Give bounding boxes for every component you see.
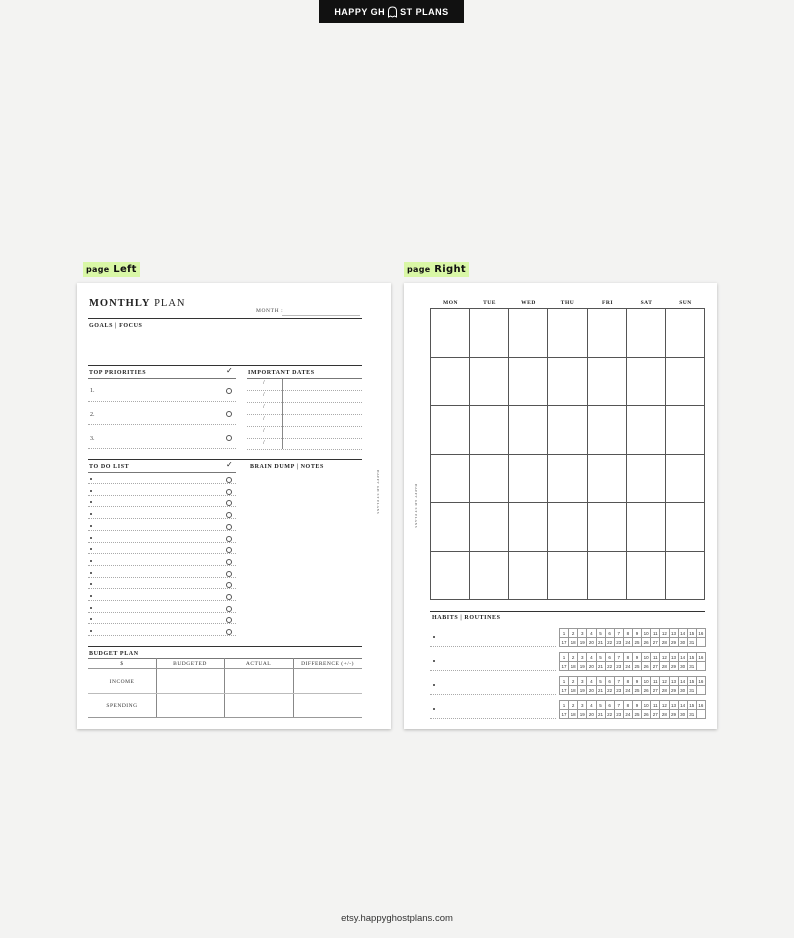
calendar-day-cell[interactable] — [627, 552, 666, 601]
date-slash: / — [263, 404, 265, 410]
tracker-day-cell[interactable]: 16 — [697, 701, 706, 710]
calendar-day-cell[interactable] — [548, 552, 587, 601]
calendar-day-cell[interactable] — [470, 309, 509, 358]
habit-bullet — [433, 636, 435, 638]
calendar-day-cell[interactable] — [627, 406, 666, 455]
tracker-day-cell[interactable]: 5 — [597, 629, 606, 638]
budget-header-actual: ACTUAL — [245, 661, 272, 667]
day-header-thu: THU — [560, 300, 575, 306]
habit-line[interactable] — [430, 694, 556, 695]
tracker-day-cell[interactable]: 29 — [670, 686, 679, 695]
date-slash: / — [263, 428, 265, 434]
checkbox-circle[interactable] — [226, 388, 232, 394]
tracker-day-cell[interactable]: 20 — [587, 686, 596, 695]
tracker-day-cell[interactable] — [697, 710, 706, 719]
page-right-tag — [404, 262, 469, 277]
habit-day-tracker — [559, 652, 706, 671]
tracker-day-cell[interactable]: 28 — [660, 662, 669, 671]
tracker-day-cell[interactable]: 21 — [597, 710, 606, 719]
tracker-day-cell[interactable]: 12 — [660, 677, 669, 686]
tracker-day-cell[interactable]: 21 — [597, 638, 606, 647]
tracker-day-cell[interactable]: 22 — [606, 662, 615, 671]
habit-line[interactable] — [430, 718, 556, 719]
calendar-day-cell[interactable] — [509, 455, 548, 504]
tracker-day-cell[interactable]: 25 — [633, 686, 642, 695]
todo-line[interactable] — [88, 577, 236, 578]
tracker-day-cell[interactable]: 29 — [670, 710, 679, 719]
priorities-label: TOP PRIORITIES — [89, 370, 147, 376]
tracker-day-cell[interactable]: 5 — [597, 677, 606, 686]
tracker-day-cell[interactable]: 15 — [688, 701, 697, 710]
todo-line[interactable] — [88, 553, 236, 554]
brand-text-left: HAPPY GH — [334, 6, 386, 17]
todo-line[interactable] — [88, 542, 236, 543]
tracker-day-cell[interactable]: 31 — [688, 710, 697, 719]
tracker-day-cell[interactable]: 30 — [679, 662, 688, 671]
tracker-day-cell[interactable]: 11 — [651, 653, 660, 662]
tracker-day-cell[interactable]: 27 — [651, 686, 660, 695]
tracker-day-cell[interactable]: 13 — [670, 701, 679, 710]
tracker-day-cell[interactable]: 26 — [642, 638, 651, 647]
tracker-day-cell[interactable]: 9 — [633, 653, 642, 662]
tracker-day-cell[interactable]: 8 — [624, 677, 633, 686]
tracker-day-cell[interactable]: 19 — [578, 710, 587, 719]
tracker-day-cell[interactable]: 19 — [578, 686, 587, 695]
todo-bullet — [90, 490, 92, 492]
check-icon: ✓ — [226, 366, 233, 375]
calendar-day-cell[interactable] — [627, 503, 666, 552]
checkbox-circle[interactable] — [226, 435, 232, 441]
day-header-sat: SAT — [640, 300, 653, 306]
date-slash: / — [263, 392, 265, 398]
tracker-day-cell[interactable]: 18 — [569, 638, 578, 647]
calendar-day-cell[interactable] — [548, 455, 587, 504]
priority-number: 1. — [90, 388, 95, 394]
calendar-day-cell[interactable] — [588, 552, 627, 601]
tracker-day-cell[interactable]: 1 — [560, 701, 569, 710]
tracker-day-cell[interactable]: 27 — [651, 638, 660, 647]
habit-bullet — [433, 684, 435, 686]
tracker-day-cell[interactable]: 20 — [587, 638, 596, 647]
tracker-day-cell[interactable]: 17 — [560, 662, 569, 671]
brand-text-right: ST PLANS — [400, 6, 449, 17]
tracker-day-cell[interactable]: 12 — [660, 629, 669, 638]
tracker-day-cell[interactable]: 9 — [633, 629, 642, 638]
tracker-day-cell[interactable]: 22 — [606, 686, 615, 695]
tracker-day-cell[interactable]: 2 — [569, 701, 578, 710]
tracker-day-cell[interactable]: 11 — [651, 701, 660, 710]
tracker-day-cell[interactable]: 1 — [560, 629, 569, 638]
todo-bullet — [90, 560, 92, 562]
tracker-day-cell[interactable]: 27 — [651, 710, 660, 719]
tracker-day-cell[interactable] — [697, 686, 706, 695]
footer-url: etsy.happyghostplans.com — [341, 913, 453, 924]
day-header-mon: MON — [443, 300, 458, 306]
tracker-day-cell[interactable]: 31 — [688, 638, 697, 647]
calendar-day-cell[interactable] — [509, 552, 548, 601]
tracker-day-cell[interactable]: 7 — [615, 677, 624, 686]
budget-label: BUDGET PLAN — [89, 651, 139, 657]
goals-label: GOALS | FOCUS — [89, 323, 143, 329]
calendar-day-cell[interactable] — [509, 503, 548, 552]
tracker-day-cell[interactable]: 20 — [587, 710, 596, 719]
tracker-day-cell[interactable]: 23 — [615, 710, 624, 719]
calendar-day-cell[interactable] — [470, 455, 509, 504]
tracker-day-cell[interactable]: 7 — [615, 653, 624, 662]
calendar-day-cell[interactable] — [666, 455, 705, 504]
calendar-day-cell[interactable] — [431, 552, 470, 601]
tracker-day-cell[interactable]: 2 — [569, 629, 578, 638]
tracker-day-cell[interactable]: 6 — [606, 629, 615, 638]
calendar-day-cell[interactable] — [548, 358, 587, 407]
tracker-day-cell[interactable]: 25 — [633, 710, 642, 719]
tracker-day-cell[interactable]: 3 — [578, 701, 587, 710]
tracker-day-cell[interactable]: 28 — [660, 686, 669, 695]
tracker-day-cell[interactable]: 10 — [642, 701, 651, 710]
tracker-day-cell[interactable]: 20 — [587, 662, 596, 671]
todo-line[interactable] — [88, 623, 236, 624]
spine-text: HAPPY GH ST PLANS — [376, 470, 380, 515]
calendar-day-cell[interactable] — [431, 455, 470, 504]
tracker-day-cell[interactable] — [697, 638, 706, 647]
tracker-day-cell[interactable]: 16 — [697, 677, 706, 686]
tracker-day-cell[interactable]: 16 — [697, 629, 706, 638]
tracker-day-cell[interactable]: 9 — [633, 677, 642, 686]
calendar-day-cell[interactable] — [509, 406, 548, 455]
tracker-day-cell[interactable]: 8 — [624, 629, 633, 638]
brand-logo — [319, 0, 464, 23]
calendar-day-cell[interactable] — [431, 503, 470, 552]
tracker-day-cell[interactable]: 3 — [578, 629, 587, 638]
tracker-day-cell[interactable]: 4 — [587, 677, 596, 686]
tracker-day-cell[interactable]: 5 — [597, 653, 606, 662]
tracker-day-cell[interactable]: 7 — [615, 701, 624, 710]
calendar-day-cell[interactable] — [588, 455, 627, 504]
checkbox-circle[interactable] — [226, 411, 232, 417]
tracker-day-cell[interactable]: 10 — [642, 653, 651, 662]
habit-bullet — [433, 708, 435, 710]
calendar-day-cell[interactable] — [666, 309, 705, 358]
tracker-day-cell[interactable]: 10 — [642, 629, 651, 638]
priority-number: 2. — [90, 412, 95, 418]
tracker-day-cell[interactable]: 14 — [679, 653, 688, 662]
calendar-day-cell[interactable] — [666, 503, 705, 552]
tracker-day-cell[interactable]: 30 — [679, 638, 688, 647]
tracker-day-cell[interactable]: 22 — [606, 638, 615, 647]
tracker-day-cell[interactable]: 3 — [578, 677, 587, 686]
tracker-day-cell[interactable]: 17 — [560, 686, 569, 695]
budget-row-spending: SPENDING — [106, 703, 138, 709]
tracker-day-cell[interactable]: 14 — [679, 701, 688, 710]
tracker-day-cell[interactable]: 12 — [660, 653, 669, 662]
ghost-icon — [387, 6, 398, 18]
tracker-day-cell[interactable]: 11 — [651, 629, 660, 638]
tracker-day-cell[interactable]: 3 — [578, 653, 587, 662]
tracker-day-cell[interactable]: 6 — [606, 701, 615, 710]
tag-small: page — [407, 265, 431, 274]
todo-line[interactable] — [88, 530, 236, 531]
calendar-day-cell[interactable] — [431, 358, 470, 407]
todo-label: TO DO LIST — [89, 464, 130, 470]
tracker-day-cell[interactable]: 17 — [560, 710, 569, 719]
calendar-day-cell[interactable] — [548, 503, 587, 552]
calendar-day-cell[interactable] — [431, 406, 470, 455]
calendar-day-cell[interactable] — [627, 455, 666, 504]
tracker-day-cell[interactable]: 15 — [688, 677, 697, 686]
check-icon: ✓ — [226, 460, 233, 469]
todo-line[interactable] — [88, 495, 236, 496]
tracker-day-cell[interactable]: 19 — [578, 638, 587, 647]
tracker-day-cell[interactable]: 24 — [624, 638, 633, 647]
tag-big: Right — [434, 264, 466, 275]
date-slash: / — [263, 380, 265, 386]
budget-header-difference: DIFFERENCE (+/-) — [301, 661, 354, 667]
calendar-day-cell[interactable] — [431, 309, 470, 358]
calendar-day-cell[interactable] — [548, 406, 587, 455]
calendar-day-cell[interactable] — [509, 358, 548, 407]
tracker-day-cell[interactable]: 23 — [615, 686, 624, 695]
page-left-tag — [83, 262, 140, 277]
calendar-day-cell[interactable] — [627, 358, 666, 407]
todo-line[interactable] — [88, 483, 236, 484]
budget-row-income: INCOME — [109, 679, 135, 685]
todo-line[interactable] — [88, 635, 236, 636]
calendar-day-cell[interactable] — [509, 309, 548, 358]
todo-bullet — [90, 537, 92, 539]
habits-label: HABITS | ROUTINES — [432, 615, 501, 621]
tracker-day-cell[interactable]: 4 — [587, 653, 596, 662]
tracker-day-cell[interactable]: 17 — [560, 638, 569, 647]
todo-bullet — [90, 478, 92, 480]
tracker-day-cell[interactable]: 6 — [606, 677, 615, 686]
month-label: MONTH : — [256, 308, 284, 314]
tracker-day-cell[interactable]: 2 — [569, 677, 578, 686]
tracker-day-cell[interactable]: 13 — [670, 653, 679, 662]
brain-dump-label: BRAIN DUMP | NOTES — [250, 464, 324, 470]
tracker-day-cell[interactable]: 11 — [651, 677, 660, 686]
tracker-day-cell[interactable] — [697, 662, 706, 671]
calendar-day-cell[interactable] — [470, 358, 509, 407]
tracker-day-cell[interactable]: 14 — [679, 629, 688, 638]
tracker-day-cell[interactable]: 30 — [679, 686, 688, 695]
title-rest: PLAN — [150, 298, 186, 309]
habit-line[interactable] — [430, 670, 556, 671]
tracker-day-cell[interactable]: 26 — [642, 710, 651, 719]
tracker-day-cell[interactable]: 31 — [688, 662, 697, 671]
day-header-tue: TUE — [483, 300, 496, 306]
tracker-day-cell[interactable]: 10 — [642, 677, 651, 686]
calendar-day-cell[interactable] — [666, 552, 705, 601]
habit-day-tracker — [559, 628, 706, 647]
calendar-day-cell[interactable] — [470, 406, 509, 455]
todo-bullet — [90, 525, 92, 527]
tracker-day-cell[interactable]: 24 — [624, 710, 633, 719]
todo-line[interactable] — [88, 612, 236, 613]
tracker-day-cell[interactable]: 23 — [615, 662, 624, 671]
tracker-day-cell[interactable]: 15 — [688, 629, 697, 638]
tracker-day-cell[interactable]: 4 — [587, 629, 596, 638]
tag-small: page — [86, 265, 110, 274]
tracker-day-cell[interactable]: 14 — [679, 677, 688, 686]
tracker-day-cell[interactable]: 26 — [642, 686, 651, 695]
todo-bullet — [90, 572, 92, 574]
budget-header-currency: $ — [120, 661, 124, 667]
tracker-day-cell[interactable]: 23 — [615, 638, 624, 647]
tracker-day-cell[interactable]: 15 — [688, 653, 697, 662]
tracker-day-cell[interactable]: 26 — [642, 662, 651, 671]
tracker-day-cell[interactable]: 31 — [688, 686, 697, 695]
calendar-day-cell[interactable] — [627, 309, 666, 358]
todo-line[interactable] — [88, 588, 236, 589]
tracker-day-cell[interactable]: 22 — [606, 710, 615, 719]
tracker-day-cell[interactable]: 24 — [624, 686, 633, 695]
tracker-day-cell[interactable]: 21 — [597, 662, 606, 671]
calendar-grid — [430, 308, 705, 600]
tracker-day-cell[interactable]: 8 — [624, 653, 633, 662]
page-title — [89, 298, 186, 309]
tracker-day-cell[interactable]: 21 — [597, 686, 606, 695]
tracker-day-cell[interactable]: 8 — [624, 701, 633, 710]
todo-line[interactable] — [88, 565, 236, 566]
habit-line[interactable] — [430, 646, 556, 647]
calendar-day-cell[interactable] — [548, 309, 587, 358]
tracker-day-cell[interactable]: 30 — [679, 710, 688, 719]
tracker-day-cell[interactable]: 4 — [587, 701, 596, 710]
tracker-day-cell[interactable]: 18 — [569, 686, 578, 695]
tracker-day-cell[interactable]: 16 — [697, 653, 706, 662]
day-header-sun: SUN — [679, 300, 692, 306]
calendar-day-cell[interactable] — [588, 406, 627, 455]
todo-bullet — [90, 607, 92, 609]
tracker-day-cell[interactable]: 1 — [560, 677, 569, 686]
todo-line[interactable] — [88, 600, 236, 601]
title-bold: MONTHLY — [89, 298, 151, 309]
habit-bullet — [433, 660, 435, 662]
tracker-day-cell[interactable]: 28 — [660, 710, 669, 719]
habit-day-tracker — [559, 700, 706, 719]
tracker-day-cell[interactable]: 18 — [569, 710, 578, 719]
calendar-day-cell[interactable] — [666, 358, 705, 407]
tracker-day-cell[interactable]: 13 — [670, 677, 679, 686]
calendar-day-cell[interactable] — [666, 406, 705, 455]
tracker-day-cell[interactable]: 1 — [560, 653, 569, 662]
tracker-day-cell[interactable]: 9 — [633, 701, 642, 710]
priority-number: 3. — [90, 436, 95, 442]
tracker-day-cell[interactable]: 18 — [569, 662, 578, 671]
tracker-day-cell[interactable]: 12 — [660, 701, 669, 710]
day-header-wed: WED — [521, 300, 536, 306]
calendar-day-cell[interactable] — [588, 358, 627, 407]
tracker-day-cell[interactable]: 24 — [624, 662, 633, 671]
tag-big: Left — [113, 264, 137, 275]
date-slash: / — [263, 440, 265, 446]
tracker-day-cell[interactable]: 13 — [670, 629, 679, 638]
day-header-fri: FRI — [602, 300, 613, 306]
tracker-day-cell[interactable]: 19 — [578, 662, 587, 671]
tracker-day-cell[interactable]: 5 — [597, 701, 606, 710]
tracker-day-cell[interactable]: 25 — [633, 662, 642, 671]
tracker-day-cell[interactable]: 29 — [670, 662, 679, 671]
tracker-day-cell[interactable]: 28 — [660, 638, 669, 647]
calendar-day-cell[interactable] — [588, 503, 627, 552]
tracker-day-cell[interactable]: 25 — [633, 638, 642, 647]
spine-text: HAPPY GH ST PLANS — [414, 484, 418, 529]
calendar-day-cell[interactable] — [470, 552, 509, 601]
tracker-day-cell[interactable]: 27 — [651, 662, 660, 671]
tracker-day-cell[interactable]: 2 — [569, 653, 578, 662]
calendar-day-cell[interactable] — [588, 309, 627, 358]
todo-bullet — [90, 595, 92, 597]
calendar-day-cell[interactable] — [470, 503, 509, 552]
budget-header-budgeted: BUDGETED — [173, 661, 207, 667]
tracker-day-cell[interactable]: 6 — [606, 653, 615, 662]
tracker-day-cell[interactable]: 7 — [615, 629, 624, 638]
tracker-day-cell[interactable]: 29 — [670, 638, 679, 647]
date-slash: / — [263, 416, 265, 422]
habit-day-tracker — [559, 676, 706, 695]
important-dates-label: IMPORTANT DATES — [248, 370, 315, 376]
todo-line[interactable] — [88, 506, 236, 507]
todo-line[interactable] — [88, 518, 236, 519]
